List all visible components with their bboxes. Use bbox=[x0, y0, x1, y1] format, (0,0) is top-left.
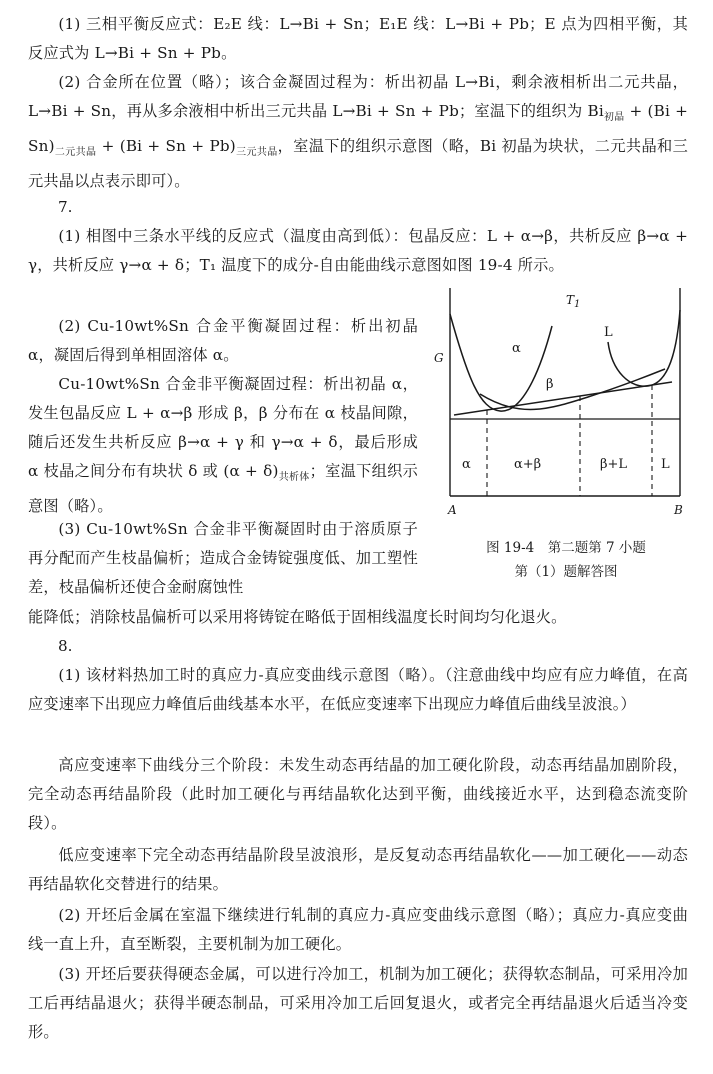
region-label-alpha: α bbox=[462, 457, 471, 472]
figure-caption-line2: 第（1）题解答图 bbox=[514, 564, 618, 580]
subscript: 初晶 bbox=[603, 112, 625, 124]
paragraph-7-3 bbox=[28, 370, 418, 521]
paragraph-8-5: (3) 开坯后要获得硬态金属，可以进行冷加工，机制为加工硬化；获得软态制品，可采用冷加工后再结晶退火；获得半硬态制品，可采用冷加工后回复退火，或者完全再结晶退火后适当冷变形。 bbox=[28, 965, 688, 1041]
beta-curve-label: β bbox=[546, 377, 554, 392]
free-energy-diagram bbox=[434, 284, 692, 520]
text-run: + (Bi + Sn) bbox=[28, 102, 688, 156]
paragraph-8-3: 低应变速率下完全动态再结晶阶段呈波浪形，是反复动态再结晶软化——加工硬化——动态再结晶软化交替进行的结果。 bbox=[28, 846, 688, 893]
temperature-label: $T_1$ bbox=[566, 293, 581, 310]
paragraph-6-1: (1) 三相平衡反应式：E₂E 线：L→Bi + Sn；E₁E 线：L→Bi + Pb；E 点为四相平衡，其反应式为 L→Bi + Sn + Pb。 bbox=[28, 15, 688, 62]
x-axis-label-A: A bbox=[448, 503, 457, 517]
paragraph-8-1: (1) 该材料热加工时的真应力-真应变曲线示意图（略）。（注意曲线中均应有应力峰值，在高应变速率下出现应力峰值后曲线基本水平，在低应变速率下出现应力峰值后曲线呈波浪。） bbox=[28, 666, 688, 713]
y-axis-label: G bbox=[434, 351, 444, 365]
text-run: (2) 合金所在位置（略）；该合金凝固过程为：析出初晶 L→Bi，剩余液相析出二元共晶，L→Bi + Sn，再从多余液相中析出三元共晶 L→Bi + Sn + Pb；室温下的组织为 Bi bbox=[28, 73, 688, 120]
paragraph-7-4-cont: 能降低；消除枝晶偏析可以采用将铸锭在略低于固相线温度长时间均匀化退火。 bbox=[28, 608, 567, 626]
x-axis-label-B: B bbox=[674, 503, 683, 517]
liquid-curve bbox=[608, 310, 680, 386]
question-number-8: 8. bbox=[58, 637, 73, 655]
subscript: 共析体 bbox=[278, 472, 310, 484]
paragraph-6-2 bbox=[28, 68, 688, 196]
region-label-alpha-beta: α+β bbox=[514, 457, 542, 472]
region-label-beta-liquid: β+L bbox=[600, 457, 628, 472]
free-energy-svg bbox=[434, 284, 692, 520]
text-run: ，室温下的组织示意图（略，Bi 初晶为块状，二元共晶和三元共晶以点表示即可）。 bbox=[28, 137, 688, 191]
liquid-curve-label: L bbox=[604, 325, 613, 340]
subscript: 二元共晶 bbox=[54, 147, 97, 159]
paragraph-7-4: (3) Cu-10wt%Sn 合金非平衡凝固时由于溶质原子再分配而产生枝晶偏析；造成合金铸锭强度低、加工塑性差，枝晶偏析还使合金耐腐蚀性 bbox=[28, 520, 418, 596]
question-number-7: 7. bbox=[58, 198, 73, 216]
region-label-liquid: L bbox=[661, 457, 670, 472]
alpha-curve-label: α bbox=[512, 341, 521, 356]
paragraph-8-4: (2) 开坯后金属在室温下继续进行轧制的真应力-真应变曲线示意图（略）；真应力-真应变曲线一直上升，直至断裂，主要机制为加工硬化。 bbox=[28, 906, 688, 953]
text-run: ；室温下组织示意图（略）。 bbox=[28, 462, 418, 516]
beta-curve bbox=[480, 369, 665, 409]
text-run: + (Bi + Sn + Pb) bbox=[96, 137, 236, 156]
text-run: Cu-10wt%Sn 合金非平衡凝固过程：析出初晶 α，发生包晶反应 L + α→β 形成 β，β 分布在 α 枝晶间隙，随后还发生共析反应 β→α + γ 和 γ→α + δ，最后形成 α 枝晶之间分布有块状 δ 或 (α + δ) bbox=[28, 375, 418, 480]
subscript: 三元共晶 bbox=[235, 147, 278, 159]
figure-caption-line1: 图 19-4 第二题第 7 小题 bbox=[486, 540, 646, 556]
paragraph-8-2: 高应变速率下曲线分三个阶段：未发生动态再结晶的加工硬化阶段，动态再结晶加剧阶段，完全动态再结晶阶段（此时加工硬化与再结晶软化达到平衡，曲线接近水平，达到稳态流变阶段）。 bbox=[28, 756, 688, 832]
paragraph-7-1: (1) 相图中三条水平线的反应式（温度由高到低）：包晶反应：L + α→β，共析反应 β→α + γ，共析反应 γ→α + δ；T₁ 温度下的成分-自由能曲线示意图如图 19-4 所示。 bbox=[28, 227, 688, 274]
paragraph-7-2: (2) Cu-10wt%Sn 合金平衡凝固过程：析出初晶 α，凝固后得到单相固溶体 α。 bbox=[28, 317, 418, 364]
alpha-curve bbox=[450, 314, 552, 411]
